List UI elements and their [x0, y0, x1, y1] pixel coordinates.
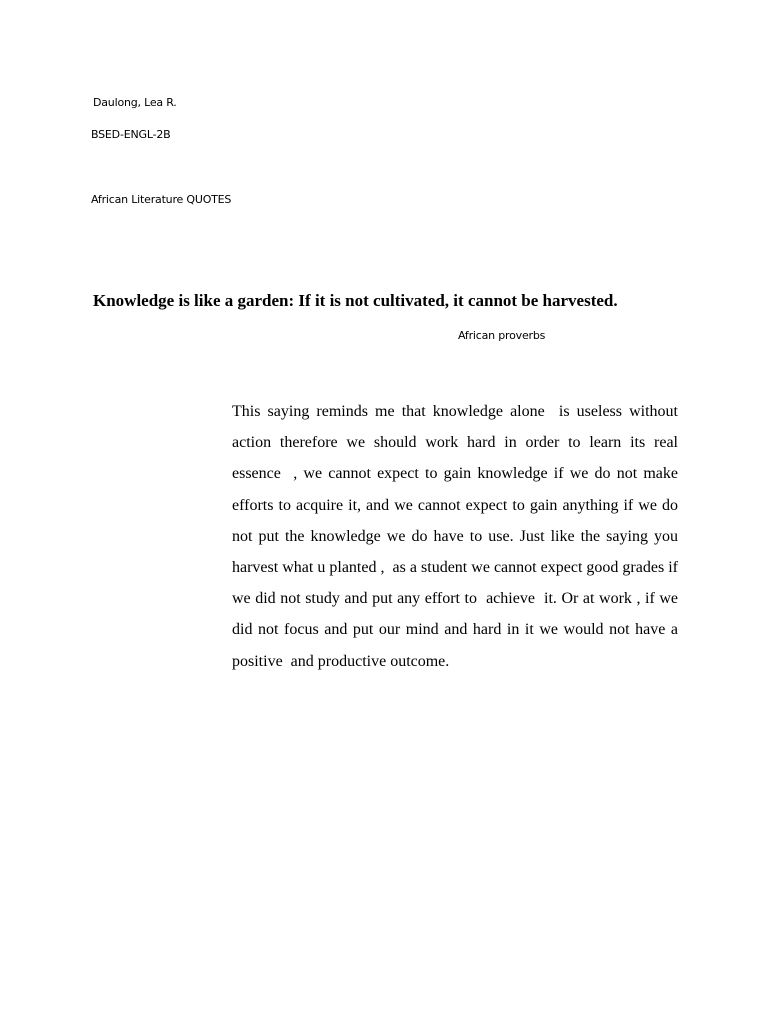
course-code: BSED-ENGL-2B	[91, 128, 171, 141]
document-topic: African Literature QUOTES	[91, 193, 232, 206]
quote-source: African proverbs	[458, 329, 546, 342]
author-name: Daulong, Lea R.	[93, 96, 177, 109]
quote-text: Knowledge is like a garden: If it is not cultivated, it cannot be harvested.	[93, 291, 618, 310]
reflection-paragraph: This saying reminds me that knowledge alone is useless without action therefore we should work hard in order to learn its real essence , we cannot expect to gain knowledge if we do not make efforts to acquire it, and we cannot expect to gain anything if we do not put the knowledge we do have to use. Just like the saying you harvest what u planted , as a student we cannot expect good grades if we did not study and put any effort to achieve it. Or at work , if we did not focus and put our mind and hard in it we would not have a positive and productive outcome.	[232, 403, 686, 670]
